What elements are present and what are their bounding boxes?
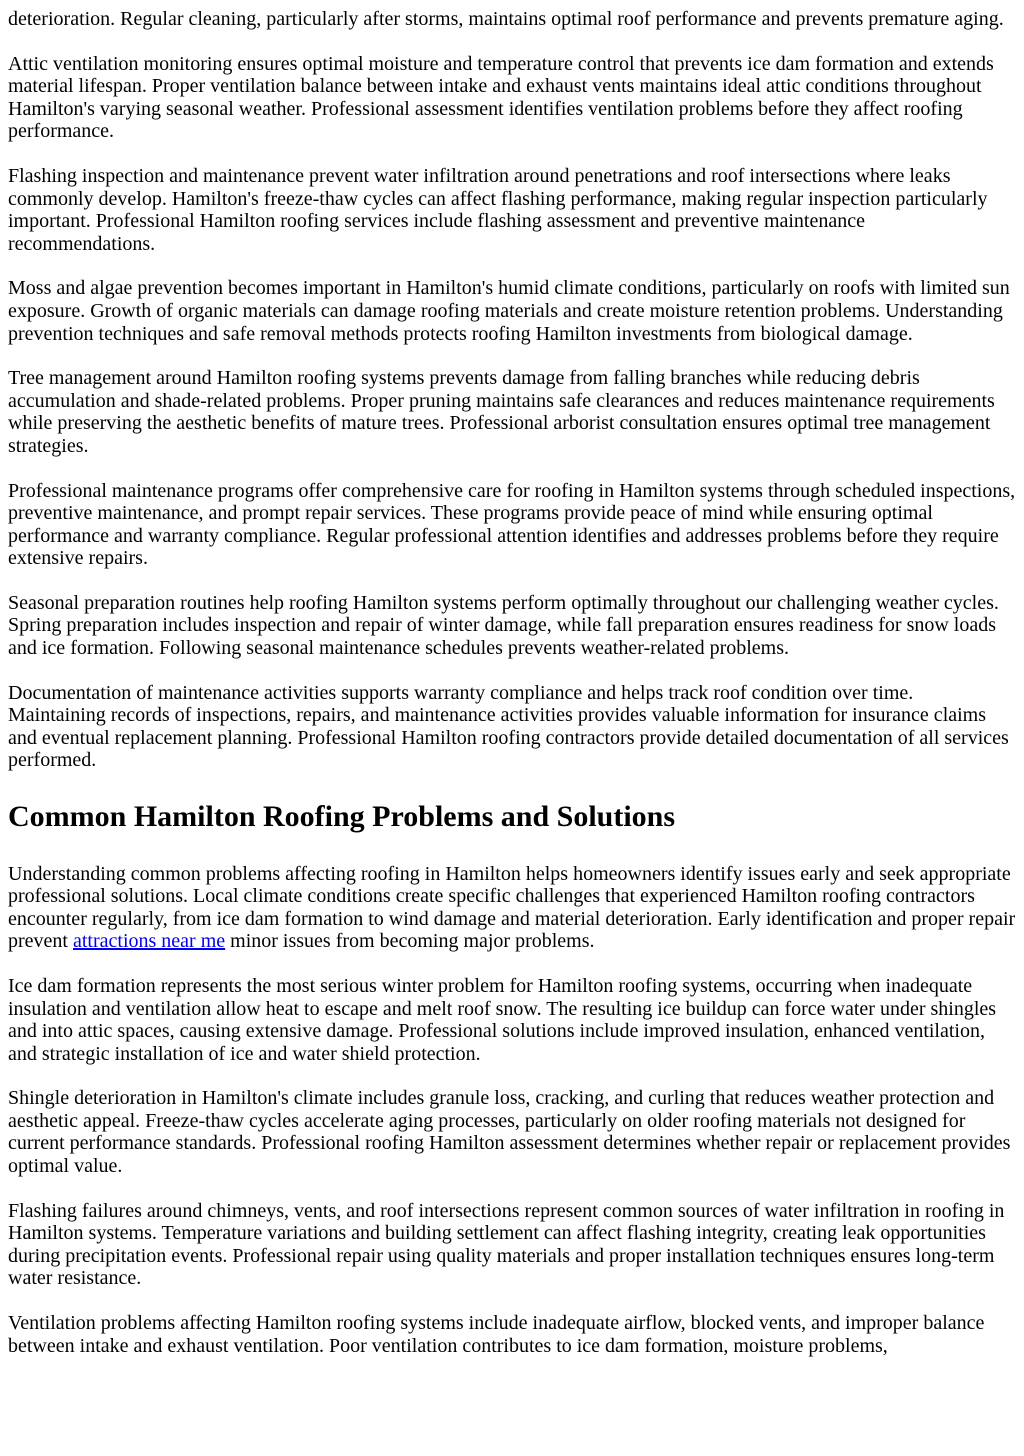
paragraph-shingle-deterioration: Shingle deterioration in Hamilton's climate includes granule loss, cracking, and curling that reduces weather protection and aesthetic appeal. Freeze-thaw cycles accelerate aging processes, particularly on older roofing materials not designed for current performance standards. Professional roofing Hamilton assessment determines whether repair or replacement provides optimal value. bbox=[8, 1087, 1011, 1178]
document-content bbox=[8, 8, 1016, 1357]
attractions-near-me-link[interactable]: attractions near me bbox=[72, 930, 226, 953]
paragraph-tree-management: Tree management around Hamilton roofing systems prevents damage from falling branches while reducing debris accumulation and shade-related problems. Proper pruning maintains safe clearances and reduces maintenance requirements while preserving the aesthetic benefits of mature trees. Professional arborist consultation ensures optimal tree management strategies. bbox=[8, 367, 995, 457]
paragraph-common-problems bbox=[8, 863, 1016, 953]
paragraph-attic-ventilation: Attic ventilation monitoring ensures optimal moisture and temperature control that prevents ice dam formation and extends material lifespan. Proper ventilation balance between intake and exhaust vents maintains ideal attic conditions throughout Hamilton's varying seasonal weather. Professional assessment identifies ventilation problems before they affect roofing performance. bbox=[8, 52, 994, 143]
paragraph-text-before-link: Understanding common problems affecting roofing in Hamilton helps homeowners identify issues early and seek appropriate professional solutions. Local climate conditions create specific challenges that experienced Hamilton roofing contractors encounter regularly, from ice dam formation to wind damage and material deterioration. Early identification and proper repair prevent bbox=[8, 862, 1016, 953]
paragraph-ice-dam: Ice dam formation represents the most serious winter problem for Hamilton roofing systems, occurring when inadequate insulation and ventilation allow heat to escape and melt roof snow. The resulting ice buildup can force water under shingles and into attic spaces, causing extensive damage. Professional solutions include improved insulation, enhanced ventilation, and strategic installation of ice and water shield protection. bbox=[8, 974, 997, 1065]
paragraph-moss-algae: Moss and algae prevention becomes important in Hamilton's humid climate conditions, particularly on roofs with limited sun exposure. Growth of organic materials can damage roofing materials and create moisture retention problems. Understanding prevention techniques and safe removal methods protects roofing Hamilton investments from biological damage. bbox=[8, 277, 1010, 345]
paragraph-documentation: Documentation of maintenance activities supports warranty compliance and helps track roof condition over time. Maintaining records of inspections, repairs, and maintenance activities provides valuable information for insurance claims and eventual replacement planning. Professional Hamilton roofing contractors provide detailed documentation of all services performed. bbox=[8, 681, 1009, 772]
paragraph-ventilation-problems: Ventilation problems affecting Hamilton roofing systems include inadequate airflow, blocked vents, and improper balance between intake and exhaust ventilation. Poor ventilation contributes to ice dam formation, moisture problems, bbox=[8, 1312, 985, 1357]
paragraph-flashing-failures: Flashing failures around chimneys, vents, and roof intersections represent common sources of water infiltration in roofing in Hamilton systems. Temperature variations and building settlement can affect flashing integrity, creating leak opportunities during precipitation events. Professional repair using quality materials and proper installation techniques ensures long-term water resistance. bbox=[8, 1199, 1005, 1290]
paragraph-cleaning: deterioration. Regular cleaning, particularly after storms, maintains optimal roof performance and prevents premature aging. bbox=[8, 8, 1004, 30]
paragraph-maintenance-programs: Professional maintenance programs offer comprehensive care for roofing in Hamilton systems through scheduled inspections, preventive maintenance, and prompt repair services. These programs provide peace of mind while ensuring optimal performance and warranty compliance. Regular professional attention identifies and addresses problems before they require extensive repairs. bbox=[8, 479, 1016, 570]
section-heading: Common Hamilton Roofing Problems and Solutions bbox=[8, 800, 676, 834]
paragraph-text-after-link: minor issues from becoming major problems. bbox=[225, 930, 595, 953]
paragraph-flashing-inspection: Flashing inspection and maintenance prevent water infiltration around penetrations and roof intersections where leaks commonly develop. Hamilton's freeze-thaw cycles can affect flashing performance, making regular inspection particularly important. Professional Hamilton roofing services include flashing assessment and preventive maintenance recommendations. bbox=[8, 164, 988, 255]
paragraph-seasonal-preparation: Seasonal preparation routines help roofing Hamilton systems perform optimally throughout our challenging weather cycles. Spring preparation includes inspection and repair of winter damage, while fall preparation ensures readiness for snow loads and ice formation. Following seasonal maintenance schedules prevents weather-related problems. bbox=[8, 591, 999, 660]
